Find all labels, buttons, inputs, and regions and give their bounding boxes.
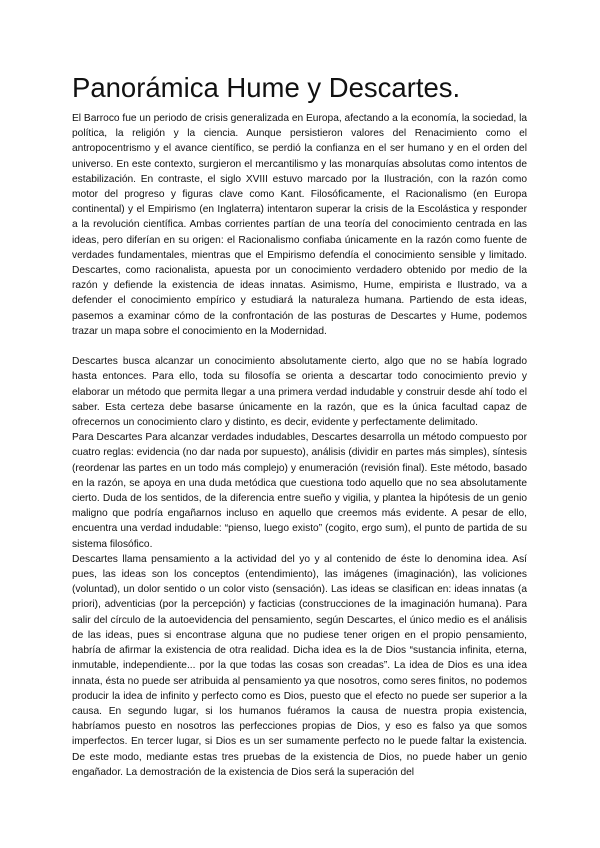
document-title: Panorámica Hume y Descartes.: [72, 72, 461, 103]
paragraph-descartes-ideas: Descartes llama pensamiento a la actividad del yo y al contenido de éste lo denomina idea. Así pues, las ideas son los conceptos (entendimiento), las imágenes (imaginación), las voliciones (voluntad), un dolor sentido o un color visto (sensación). Las ideas se clasifican en: ideas innatas (a priori), adventicias (por la percepción) y facticias (construcciones de la imaginación humana). Para salir del círculo de la autoevidencia del pensamiento, según Descartes, el único medio es el análisis de las ideas, pues si encontrase alguna que no pudiese tener origen en el propio pensamiento, habría de afirmar la existencia de otra realidad. Dicha idea es la de Dios “sustancia infinita, eterna, inmutable, independiente... por la que todas las cosas son creadas”. La idea de Dios es una idea innata, ésta no puede ser atribuida al pensamiento ya que nosotros, como seres finitos, no podemos producir la idea de infinito y perfecto como es Dios, puesto que el efecto no puede ser superior a la causa. En segundo lugar, si los humanos fuéramos la causa de nuestra propia existencia, habríamos puesto en nosotros las perfecciones propias de Dios, y eso es falso ya que somos imperfectos. En tercer lugar, si Dios es un ser sumamente perfecto no le puede faltar la existencia. De este modo, mediante estas tres pruebas de la existencia de Dios, no puede haber un genio engañador. La demostración de la existencia de Dios será la superación del: [72, 553, 527, 778]
paragraph-descartes-method: Para Descartes Para alcanzar verdades indudables, Descartes desarrolla un método compuesto por cuatro reglas: evidencia (no dar nada por supuesto), análisis (dividir en partes más simples), síntesis (reordenar las partes en un todo más complejo) y enumeración (revisión final). Este método, basado en la razón, se apoya en una duda metódica que cuestiona todo aquello que no sea absolutamente cierto. Duda de los sentidos, de la diferencia entre sueño y vigilia, y plantea la hipótesis de un genio maligno que podría engañarnos incluso en aquello que creemos más evidente. A pesar de ello, encuentra una verdad indudable: “pienso, luego existo” (cogito, ergo sum), el punto de partida de su sistema filosófico.: [72, 432, 527, 550]
document-body: [72, 111, 527, 780]
paragraph-intro: El Barroco fue un periodo de crisis generalizada en Europa, afectando a la economía, la sociedad, la política, la religión y la ciencia. Aunque persistieron valores del Renacimiento como el antropocentrismo y el avance científico, se perdió la confianza en el ser humano y en el orden del universo. En este contexto, surgieron el mercantilismo y las monarquías absolutas como intentos de estabilización. En contraste, el siglo XVIII estuvo marcado por la Ilustración, con la razón como motor del progreso y figuras clave como Kant. Filosóficamente, el Racionalismo (en Europa continental) y el Empirismo (en Inglaterra) intentaron superar la crisis de la Escolástica y responder a la revolución científica. Ambas corrientes partían de una teoría del conocimiento centrada en las ideas, pero diferían en su origen: el Racionalismo confiaba únicamente en la razón como fuente de verdades fundamentales, mientras que el Empirismo defendía el conocimiento sensible y limitado. Descartes, como racionalista, apuesta por un conocimiento verdadero obtenido por medio de la razón y defiende la existencia de ideas innatas. Asimismo, Hume, empirista e Ilustrado, va a defender el conocimiento empírico y estudiará la naturaleza humana. Partiendo de esta ideas, pasemos a examinar cómo de la confrontación de las posturas de Descartes y Hume, podemos trazar un mapa sobre el conocimiento en la Modernidad.: [72, 113, 527, 337]
paragraph-descartes-certainty: Descartes busca alcanzar un conocimiento absolutamente cierto, algo que no se había logrado hasta entonces. Para ello, toda su filosofía se orienta a descartar todo conocimiento previo y elaborar un método que permita llegar a una primera verdad indudable y construir desde ahí todo el saber. Esta certeza debe basarse únicamente en la razón, que es la única facultad capaz de ofrecernos un conocimiento claro y distinto, es decir, evidente y perfectamente delimitado.: [72, 356, 527, 429]
